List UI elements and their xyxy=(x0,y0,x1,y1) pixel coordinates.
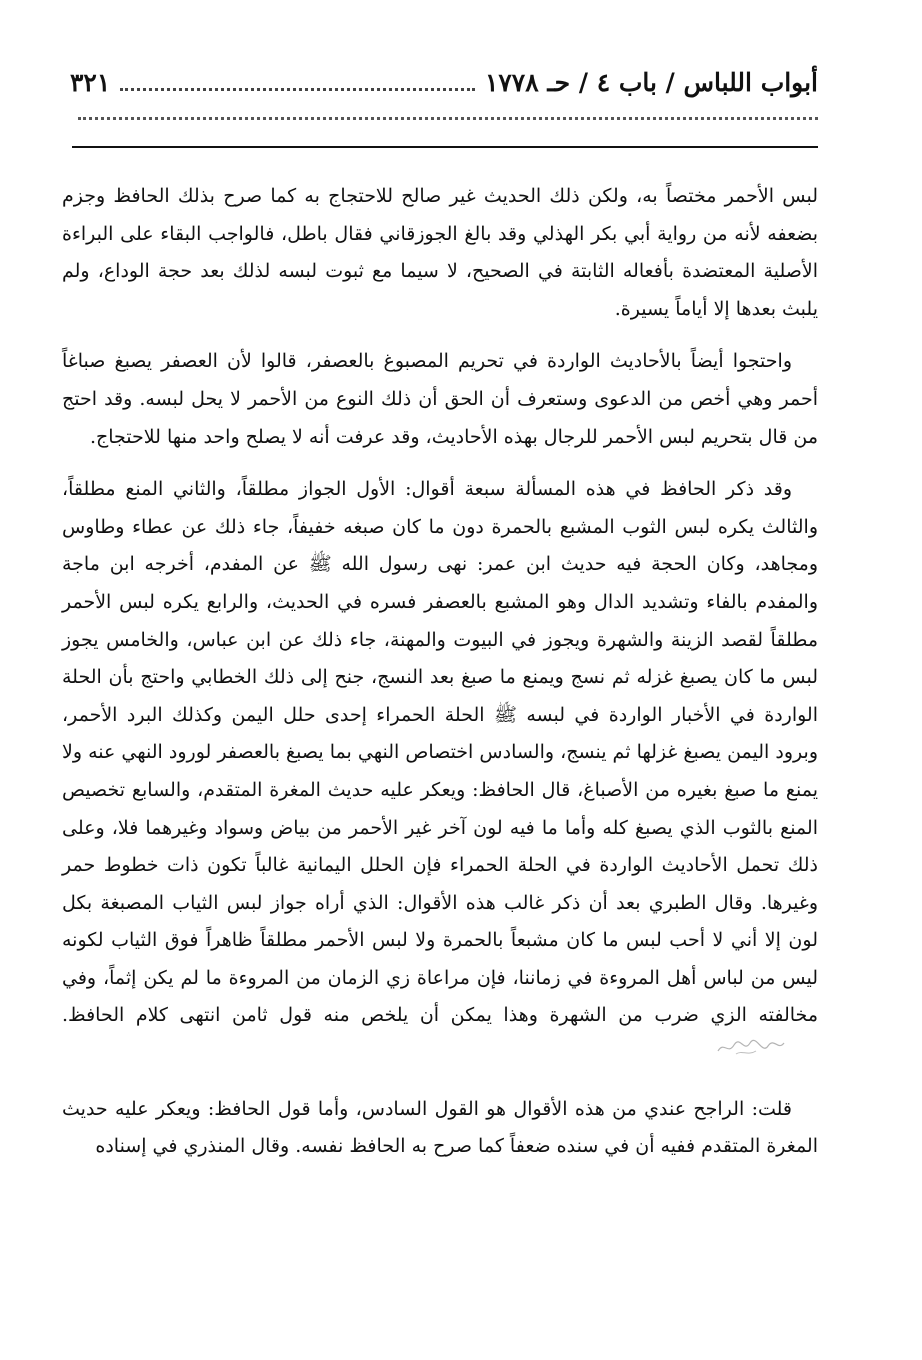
header-rule xyxy=(72,146,818,148)
paragraph-1: لبس الأحمر مختصاً به، ولكن ذلك الحديث غير صالح للاحتجاج به كما صرح بذلك الحافظ وجزم بضعفه لأنه من رواية أبي بكر الهذلي وقد بالغ الجوزقاني فقال باطل، فالواجب البقاء على البراءة الأصلية المعتضدة بأفعاله الثابتة في الصحيح، لا سيما مع ثبوت لبسه لذلك بعد حجة الوداع، ولم يلبث بعدها إلا أياماً يسيرة. xyxy=(62,185,818,320)
handwritten-mark-icon xyxy=(716,1035,812,1073)
running-title: أبواب اللباس / باب ٤ / حـ ١٧٧٨ xyxy=(484,67,818,97)
page-number: ٣٢١ xyxy=(70,67,111,97)
body-text xyxy=(62,178,818,1166)
page-header xyxy=(70,62,818,102)
paragraph-3-text: وقد ذكر الحافظ في هذه المسألة سبعة أقوال: الأول الجواز مطلقاً، والثاني المنع مطلقاً، والثالث يكره لبس الثوب المشبع بالحمرة دون ما كان صبغه خفيفاً، جاء ذلك عن عطاء وطاوس ومجاهد، وكان الحجة فيه حديث ابن عمر: نهى رسول الله ﷺ عن المفدم، أخرجه ابن ماجة والمفدم بالفاء وتشديد الدال وهو المشبع بالعصفر فسره في الحديث، والرابع يكره لبس الأحمر مطلقاً لقصد الزينة والشهرة ويجوز في البيوت والمهنة، جاء ذلك عن ابن عباس، والخامس يجوز لبس ما كان يصبغ غزله ثم نسج ويمنع ما صبغ بعد النسج، جنح إلى ذلك الخطابي واحتج بأن الحلة الواردة في الأخبار الواردة في لبسه ﷺ الحلة الحمراء إحدى حلل اليمن وكذلك البرد الأحمر، وبرود اليمن يصبغ غزلها ثم ينسج، والسادس اختصاص النهي بما يصبغ بالعصفر لورود النهي عنه ولا يمنع ما صبغ بغيره من الأصباغ، قال الحافظ: ويعكر عليه حديث المغرة المتقدم، والسابع تخصيص المنع بالثوب الذي يصبغ كله وأما ما فيه لون آخر غير الأحمر من بياض وسواد وغيرهما فلا، وعلى ذلك تحمل الأحاديث الواردة في الحلة الحمراء فإن الحلل اليمانية غالباً تكون ذات خطوط حمر وغيرها. وقال الطبري بعد أن ذكر غالب هذه الأقوال: الذي أراه جواز لبس الثياب المصبغة بكل لون إلا أني لا أحب لبس ما كان مشبعاً بالحمرة ولا لبس الأحمر مطلقاً ظاهراً فوق الثياب لكونه ليس من لباس أهل المروءة في زماننا، فإن مراعاة زي الزمان من المروءة ما لم يكن إثماً، وفي مخالفته الزي ضرب من الشهرة وهذا يمكن أن يلخص منه قول ثامن انتهى كلام الحافظ. xyxy=(62,478,818,1027)
dotted-rule xyxy=(78,117,818,120)
paragraph-4: قلت: الراجح عندي من هذه الأقوال هو القول السادس، وأما قول الحافظ: ويعكر عليه حديث المغرة المتقدم ففيه أن في سنده ضعفاً كما صرح به الحافظ نفسه. وقال المنذري في إسناده xyxy=(62,1097,818,1158)
paragraph-2: واحتجوا أيضاً بالأحاديث الواردة في تحريم المصبوغ بالعصفر، قالوا لأن العصفر يصبغ صباغاً أحمر وهي أخص من الدعوى وستعرف أن الحق أن ذلك النوع من الأحمر لا يحل لبسه. وقد احتج من قال بتحريم لبس الأحمر للرجال بهذه الأحاديث، وقد عرفت أنه لا يصلح واحد منها للاحتجاج. xyxy=(62,350,818,448)
paragraph-3 xyxy=(62,471,818,1073)
dotted-leader xyxy=(120,86,475,91)
